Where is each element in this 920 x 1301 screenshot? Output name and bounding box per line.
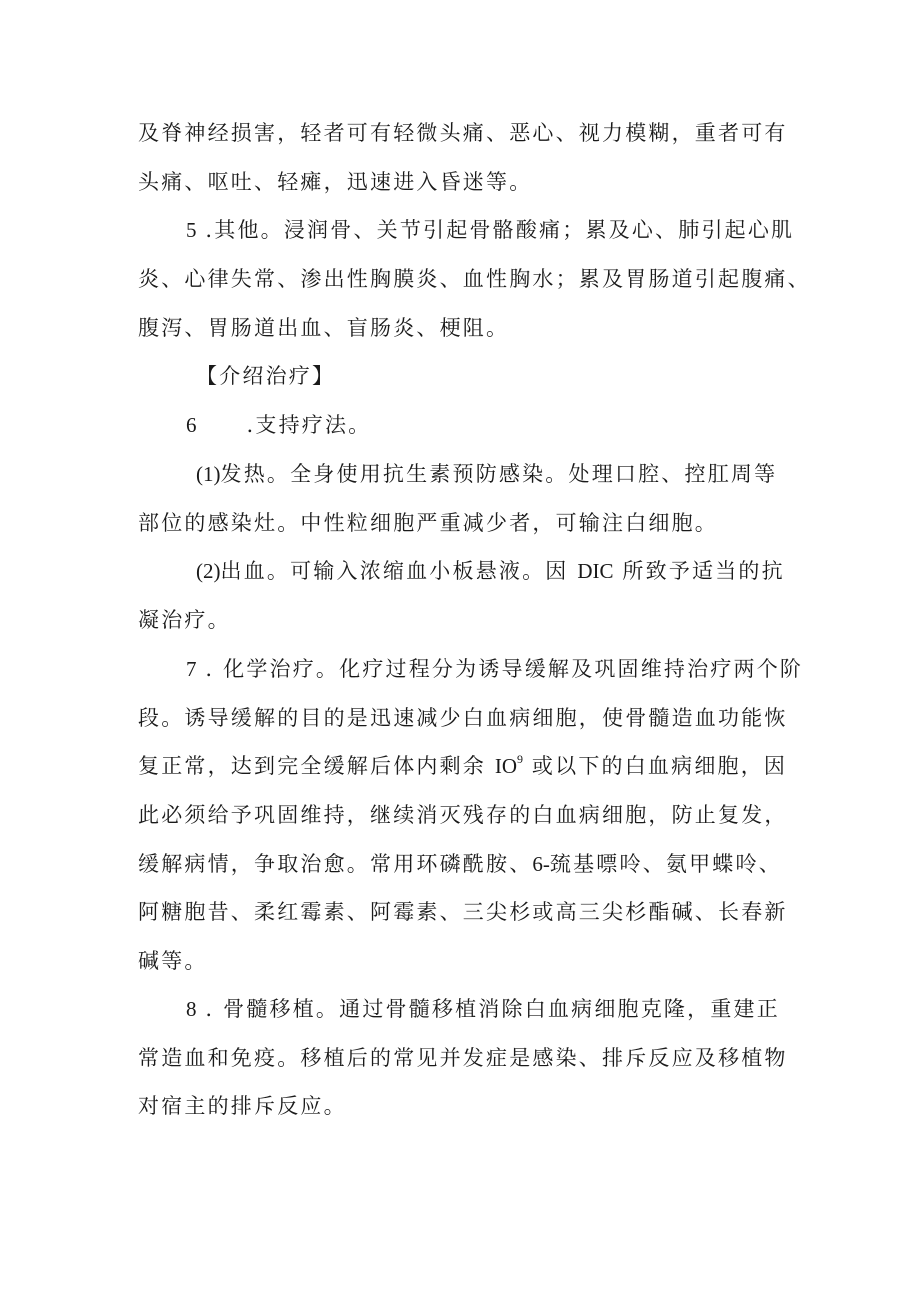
text: 腹泻、胃肠道出血、盲肠炎、梗阻。 <box>138 316 510 340</box>
paragraph-line <box>138 264 811 294</box>
paragraph-line <box>138 605 231 635</box>
paragraph-line <box>196 556 785 586</box>
paragraph-line <box>138 849 782 879</box>
text: IO <box>494 754 518 778</box>
text: . 骨髓移植。通过骨髓移植消除白血病细胞克隆，重建正 <box>196 997 780 1021</box>
text: 头痛、呕吐、轻瘫，迅速进入昏迷等。 <box>138 170 533 194</box>
text: .支持疗法。 <box>246 413 372 437</box>
paragraph-line <box>138 703 788 733</box>
text: 炎、心律失常、渗出性胸膜炎、血性胸水；累及胃肠道引起腹痛、 <box>138 267 811 291</box>
paragraph-line <box>186 410 371 440</box>
text: 巯基嘌呤、氨甲蝶呤、 <box>549 852 782 876</box>
text: 及脊神经损害，轻者可有轻微头痛、恶心、视力模糊，重者可有 <box>138 121 788 145</box>
text: 碱等。 <box>138 949 208 973</box>
text: 6- <box>532 852 550 876</box>
paragraph-line <box>138 508 718 538</box>
text: 段。诱导缓解的目的是迅速减少白血病细胞，使骨髓造血功能恢 <box>138 706 788 730</box>
text: 所致予适当的抗 <box>613 559 785 583</box>
paragraph-line <box>186 994 780 1024</box>
item-number: 7 <box>186 657 197 681</box>
paragraph-line <box>138 751 787 781</box>
text: 阿糖胞昔、柔红霉素、阿霉素、三尖杉或高三尖杉酯碱、长春新 <box>138 900 788 924</box>
text: 对宿主的排斥反应。 <box>138 1094 347 1118</box>
paragraph-line <box>138 800 788 830</box>
text: 复正常，达到完全缓解后体内剩余 <box>138 754 495 778</box>
item-number: (1) <box>196 462 221 486</box>
text: 发热。全身使用抗生素预防感染。处理口腔、控肛周等 <box>220 462 778 486</box>
item-number: 5 <box>186 218 197 242</box>
paragraph-line <box>138 946 208 976</box>
paragraph-line <box>186 654 803 684</box>
superscript: 9 <box>517 752 524 766</box>
heading-text: 【介绍治疗】 <box>196 364 336 388</box>
text: .其他。浸润骨、关节引起骨骼酸痛；累及心、肺引起心肌 <box>196 218 795 242</box>
paragraph-line <box>186 215 794 245</box>
paragraph-line <box>138 313 509 343</box>
item-number: (2) <box>196 559 221 583</box>
paragraph-line <box>138 1043 788 1073</box>
text: 此必须给予巩固维持，继续消灭残存的白血病细胞，防止复发， <box>138 803 788 827</box>
paragraph-line <box>138 167 532 197</box>
text: 或以下的白血病细胞，因 <box>523 754 788 778</box>
paragraph-line <box>138 1091 347 1121</box>
abbreviation: DIC <box>577 559 614 583</box>
section-heading <box>196 361 335 391</box>
paragraph-line <box>138 897 788 927</box>
item-number: 8 <box>186 997 197 1021</box>
text: 部位的感染灶。中性粒细胞严重减少者，可输注白细胞。 <box>138 511 718 535</box>
paragraph-line <box>138 118 788 148</box>
paragraph-line <box>196 459 777 489</box>
text: 出血。可输入浓缩血小板悬液。因 <box>220 559 578 583</box>
text: 凝治疗。 <box>138 608 231 632</box>
text: . 化学治疗。化疗过程分为诱导缓解及巩固维持治疗两个阶 <box>196 657 804 681</box>
text: 缓解病情，争取治愈。常用环磷酰胺、 <box>138 852 533 876</box>
text: 常造血和免疫。移植后的常见并发症是感染、排斥反应及移植物 <box>138 1046 788 1070</box>
item-number: 6 <box>186 413 197 437</box>
